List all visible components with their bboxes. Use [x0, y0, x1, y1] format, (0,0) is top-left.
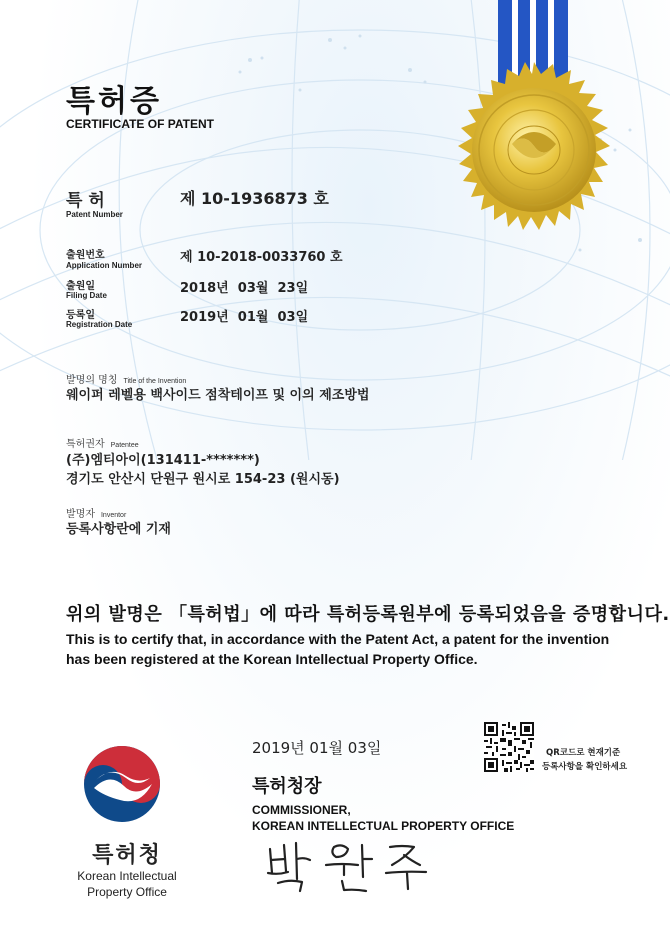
qr-code-icon[interactable]: [484, 722, 534, 772]
invention-label-en: Title of the Invention: [123, 378, 187, 385]
application-number-label-en: Application Number: [66, 261, 143, 270]
qr-note-line1: QR코드로 현재기준: [546, 748, 621, 758]
invention-label-ko: 발명의 명칭: [66, 375, 118, 386]
inventor-value: 등록사항란에 기재: [66, 522, 171, 537]
invention-title: 웨이퍼 레벨용 백사이드 점착테이프 및 이의 제조방법: [66, 388, 370, 403]
commissioner-signature: [262, 835, 442, 895]
patentee-label-ko: 특허권자: [66, 439, 105, 450]
filing-date-label-en: Filing Date: [66, 291, 107, 300]
kipo-emblem-icon: [80, 742, 164, 826]
inventor-label-en: Inventor: [100, 512, 127, 519]
commissioner-title-en-line2: KOREAN INTELLECTUAL PROPERTY OFFICE: [252, 819, 515, 833]
commissioner-title-ko: 특허청장: [252, 776, 322, 797]
application-number-value: 제 10-2018-0033760 호: [180, 250, 343, 265]
patent-number-value: 제 10-1936873 호: [180, 189, 329, 208]
office-name-en-line2: Property Office: [87, 885, 167, 899]
patent-number-label-ko: 특 허: [66, 191, 105, 211]
registration-date-label-en: Registration Date: [66, 320, 133, 329]
registration-date-value: 2019년 01월 03일: [180, 310, 309, 325]
registration-date-label-ko: 등록일: [66, 310, 95, 321]
issue-date: 2019년 01월 03일: [252, 739, 382, 757]
inventor-label-ko: 발명자: [66, 509, 95, 520]
certification-text-en-line2: has been registered at the Korean Intellectual Property Office.: [66, 651, 478, 667]
patent-number-label-en: Patent Number: [66, 210, 123, 219]
patentee-label-en: Patentee: [110, 442, 139, 449]
commissioner-title-en-line1: COMMISSIONER,: [252, 803, 351, 817]
patentee-name: (주)엠티아이(131411-*******): [66, 453, 260, 468]
filing-date-label-ko: 출원일: [66, 281, 95, 292]
gold-seal-icon: [440, 0, 625, 250]
patentee-address: 경기도 안산시 단원구 원시로 154-23 (원시동): [66, 472, 340, 487]
office-name-ko: 특허청: [92, 843, 162, 868]
qr-note-line2: 등록사항을 확인하세요: [542, 762, 628, 772]
office-name-en-line1: Korean Intellectual: [77, 869, 177, 883]
certification-text-en-line1: This is to certify that, in accordance with the Patent Act, a patent for the invention: [66, 631, 610, 647]
certification-text-ko: 위의 발명은 「특허법」에 따라 특허등록원부에 등록되었음을 증명합니다.: [66, 604, 670, 625]
certificate-title-ko: 특허증: [66, 84, 162, 119]
filing-date-value: 2018년 03월 23일: [180, 281, 309, 296]
certificate-title-en: CERTIFICATE OF PATENT: [66, 117, 214, 131]
application-number-label-ko: 출원번호: [66, 250, 105, 261]
